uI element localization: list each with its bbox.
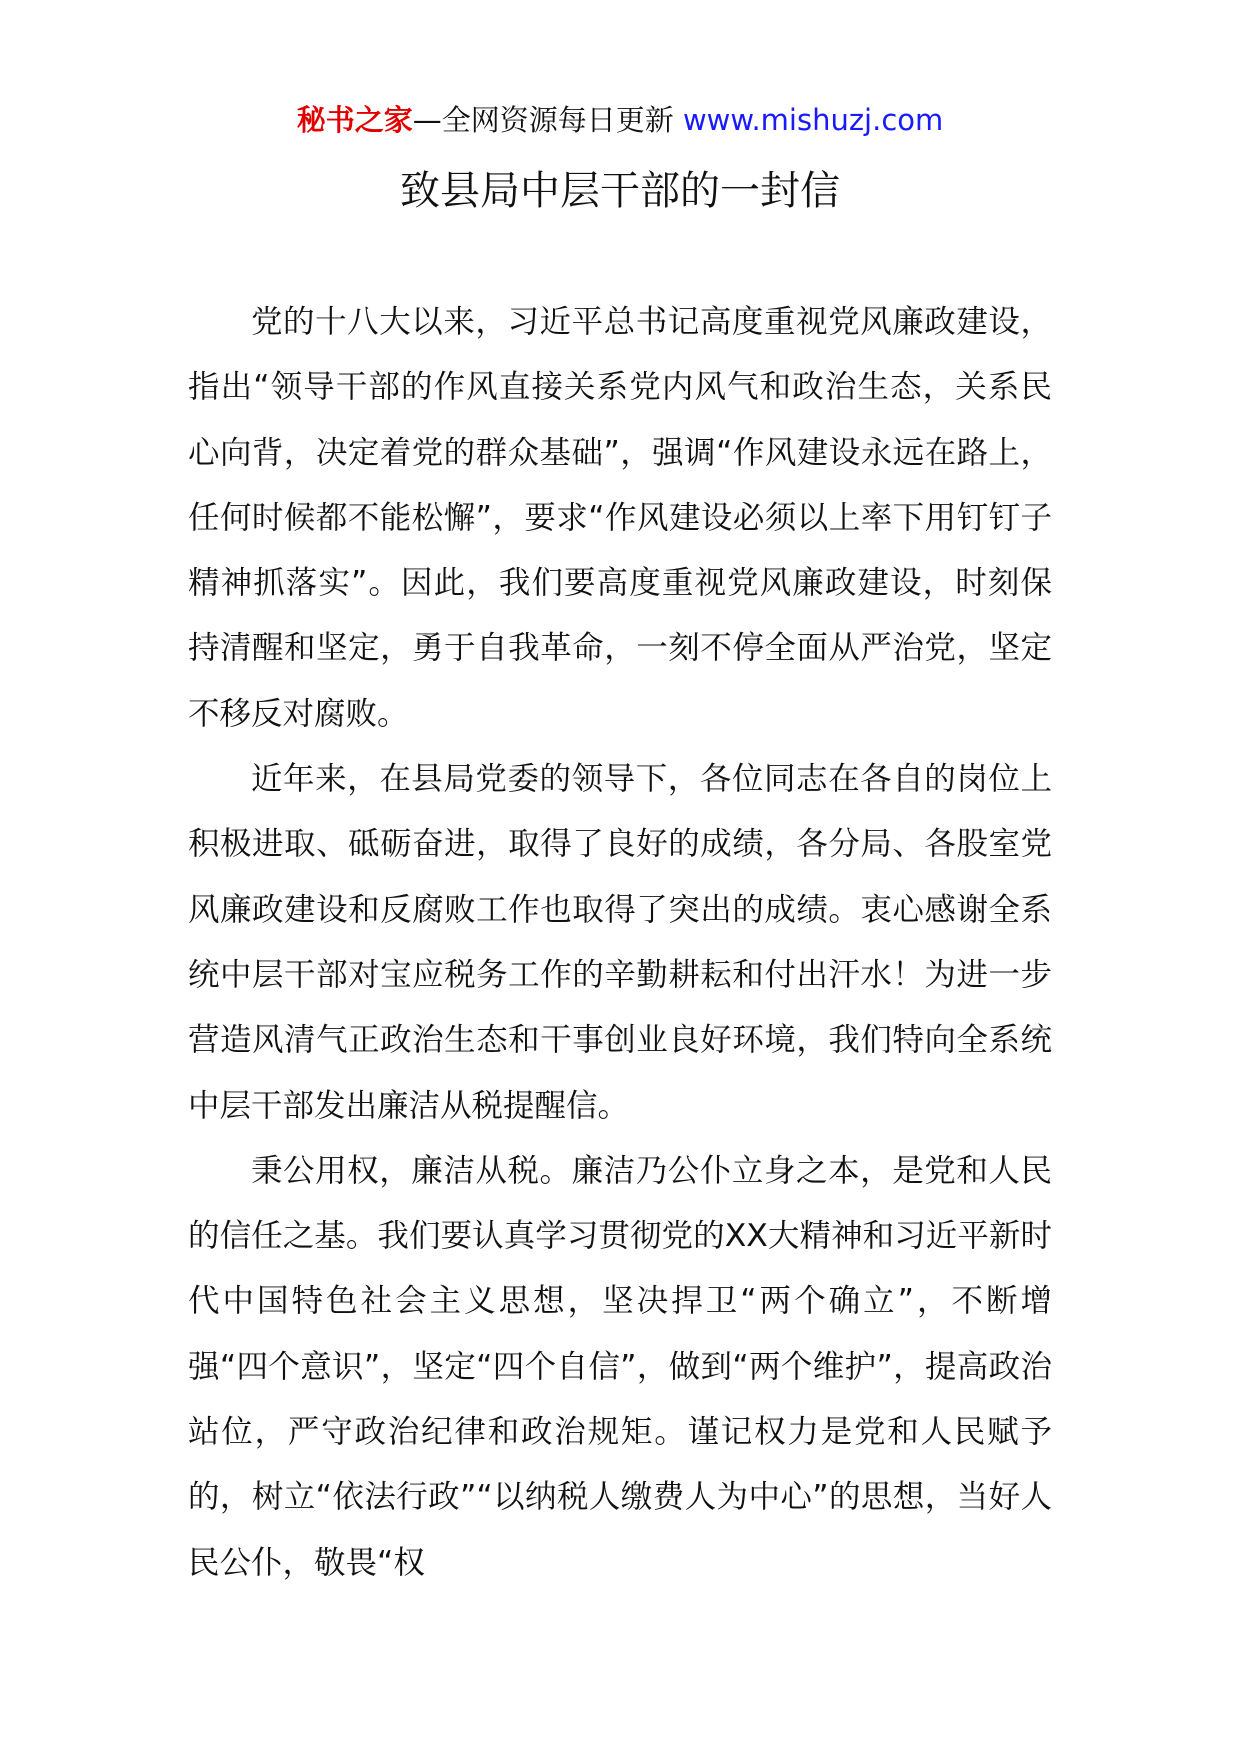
paragraph: 秉公用权，廉洁从税。廉洁乃公仆立身之本，是党和人民的信任之基。我们要认真学习贯彻党的XX大精神和习近平新时代中国特色社会主义思想，坚决捍卫“两个确立”，不断增强“四个意识”，坚定“四个自信”，做到“两个维护”，提高政治站位，严守政治纪律和政治规矩。谨记权力是党和人民赋予的，树立“依法行政”“以纳税人缴费人为中心”的思想，当好人民公仆，敬畏“权 — [188, 1152, 1052, 1581]
document-body — [188, 290, 1052, 1596]
paragraph: 党的十八大以来，习近平总书记高度重视党风廉政建设，指出“领导干部的作风直接关系党内风气和政治生态，关系民心向背，决定着党的群众基础”，强调“作风建设永远在路上，任何时候都不能松懈”，要求“作风建设必须以上率下用钉钉子精神抓落实”。因此，我们要高度重视党风廉政建设，时刻保持清醒和坚定，勇于自我革命，一刻不停全面从严治党，坚定不移反对腐败。 — [188, 304, 1052, 732]
site-url-link[interactable]: www.mishuzj.com — [682, 103, 944, 137]
site-header — [0, 100, 1240, 140]
paragraph: 近年来，在县局党委的领导下，各位同志在各自的岗位上积极进取、砥砺奋进，取得了良好的成绩，各分局、各股室党风廉政建设和反腐败工作也取得了突出的成绩。衷心感谢全系统中层干部对宝应税务工作的辛勤耕耘和付出汗水！为进一步营造风清气正政治生态和干事创业良好环境，我们特向全系统中层干部发出廉洁从税提醒信。 — [188, 761, 1052, 1124]
brand-name: 秘书之家 — [296, 103, 413, 137]
document-title: 致县局中层干部的一封信 — [400, 168, 840, 214]
header-slogan: —全网资源每日更新 — [412, 103, 674, 137]
